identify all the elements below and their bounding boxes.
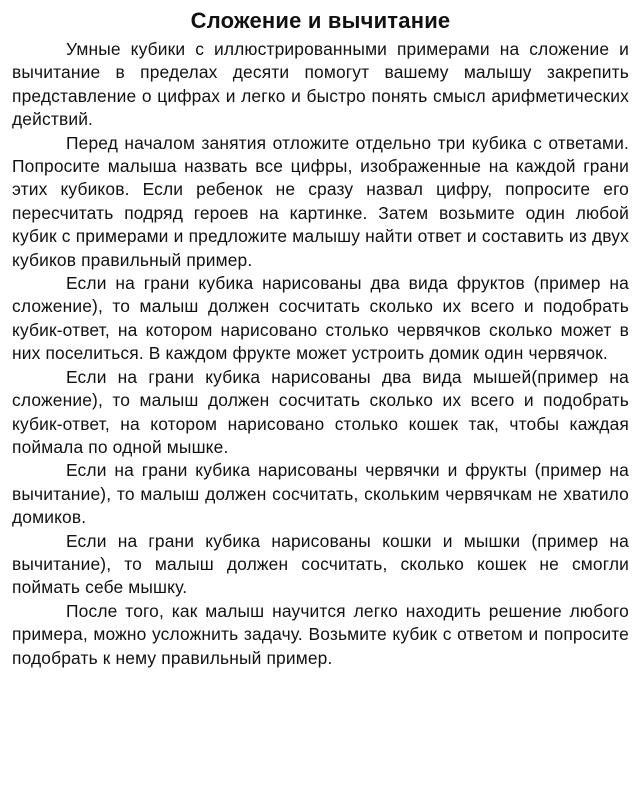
paragraph-mice-addition: Если на грани кубика нарисованы два вида мышей(пример на сложение), то малыш должен сосчитать сколько их всего и подобрать кубик-ответ, на котором нарисовано столько кошек так, чтобы каждая поймала по одной мышке. xyxy=(12,366,629,457)
paragraph-intro: Умные кубики с иллюстрированными примерами на сложение и вычитание в пределах десяти помогут вашему малышу закрепить представление о цифрах и легко и быстро понять смысл арифметических действий. xyxy=(12,39,629,130)
paragraph-worms-subtraction: Если на грани кубика нарисованы червячки и фрукты (пример на вычитание), то малыш должен сосчитать, скольким червячкам не хватило домиков. xyxy=(12,460,629,528)
paragraph-preparation: Перед началом занятия отложите отдельно три кубика с ответами. Попросите малыша назвать все цифры, изображенные на каждой грани этих кубиков. Если ребенок не сразу назвал цифру, попросите его пересчитать подряд героев на картинке. Затем возьмите один любой кубик с примерами и предложите малышу найти ответ и составить из двух кубиков правильный пример. xyxy=(12,132,629,270)
paragraph-fruits-addition: Если на грани кубика нарисованы два вида фруктов (пример на сложение), то малыш должен сосчитать сколько их всего и подобрать кубик-ответ, на котором нарисовано столько червячков сколько может в них поселиться. В каждом фрукте может устроить домик один червячок. xyxy=(12,273,629,364)
page-title: Сложение и вычитание xyxy=(190,8,451,33)
paragraph-advanced-task: После того, как малыш научится легко находить решение любого примера, можно усложнить задачу. Возьмите кубик с ответом и попросите подобрать к нему правильный пример. xyxy=(12,600,629,668)
document-page xyxy=(12,6,629,670)
paragraph-cats-subtraction: Если на грани кубика нарисованы кошки и мышки (пример на вычитание), то малыш должен сосчитать, сколько кошек не смогли поймать себе мышку. xyxy=(12,530,629,598)
